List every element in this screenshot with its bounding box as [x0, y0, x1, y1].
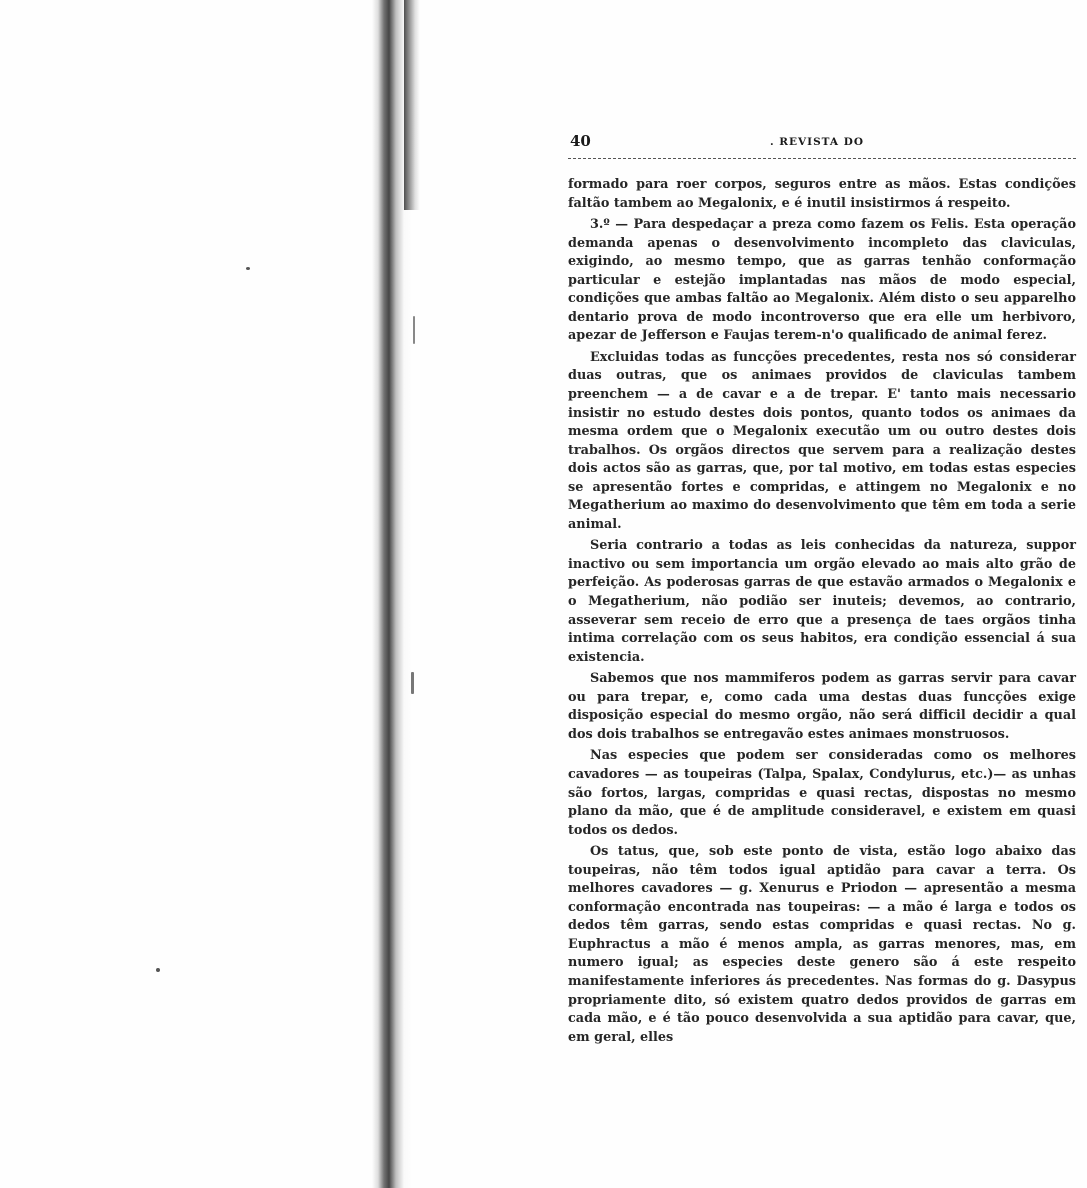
body-text	[568, 176, 1076, 1047]
paragraph: Seria contrario a todas as leis conhecidas da natureza, suppor inactivo ou sem importancia um orgão elevado ao mais alto grão de perfeição. As poderosas garras de que estavão armados o Megalonix e o Megatherium, não podião ser inuteis; devemos, ao contrario, asseverar sem receio de erro que a presença de taes orgãos tinha intima correlação com os seus habitos, era condição essencial á sua existencia.	[568, 538, 1076, 665]
paragraph: formado para roer corpos, seguros entre as mãos. Estas condições faltão tambem ao Megalonix, e é inutil insistirmos á respeito.	[568, 177, 1076, 211]
book-binding-shadow-top	[404, 0, 420, 210]
scan-speck	[156, 968, 160, 972]
paragraph: Os tatus, que, sob este ponto de vista, estão logo abaixo das toupeiras, não têm todos igual aptidão para cavar a terra. Os melhores cavadores — g. Xenurus e Priodon — apresentão a mesma conformação encontrada nas toupeiras: — a mão é larga e todos os dedos têm garras, sendo estas compridas e quasi rectas. No g. Euphractus a mão é menos ampla, as garras menores, mas, em numero igual; as especies deste genero são á este respeito manifestamente inferiores ás precedentes. Nas formas do g. Dasypus propriamente dito, só existem quatro dedos providos de garras em cada mão, e é tão pouco desenvolvida a sua aptidão para cavar, que, em geral, elles	[568, 844, 1076, 1045]
scan-speck	[246, 267, 250, 270]
book-page	[568, 128, 1076, 1047]
page-number: 40	[570, 132, 591, 150]
running-head	[568, 128, 1076, 159]
paragraph: 3.º — Para despedaçar a preza como fazem os Felis. Esta operação demanda apenas o desenvolvimento incompleto das claviculas, exigindo, ao mesmo tempo, que as garras tenhão conformação particular e estejão implantadas nas mãos de modo especial, condições que ambas faltão ao Megalonix. Além disto o seu apparelho dentario prova de modo incontroverso que era elle um herbivoro, apezar de Jefferson e Faujas terem-n'o qualificado de animal ferez.	[568, 217, 1076, 344]
paragraph: Excluidas todas as funcções precedentes, resta nos só considerar duas outras, que os animaes providos de claviculas tambem preenchem — a de cavar e a de trepar. E' tanto mais necessario insistir no estudo destes dois pontos, quanto todos os animaes da mesma ordem que o Megalonix executão um ou outro destes dois trabalhos. Os orgãos directos que servem para a realização destes dois actos são as garras, que, por tal motivo, em todas estas especies se apresentão fortes e compridas, e attingem no Megalonix e no Megatherium ao maximo do desenvolvimento que têm em toda a serie animal.	[568, 349, 1076, 532]
scan-speck	[411, 672, 414, 694]
scan-speck	[413, 316, 415, 344]
running-title: . REVISTA DO	[770, 136, 864, 148]
paragraph: Sabemos que nos mammiferos podem as garras servir para cavar ou para trepar, e, como cada uma destas duas funcções exige disposição especial do mesmo orgão, não será difficil decidir a qual dos dois trabalhos se entregavão estes animaes monstruosos.	[568, 671, 1076, 742]
paragraph: Nas especies que podem ser consideradas como os melhores cavadores — as toupeiras (Talpa, Spalax, Condylurus, etc.)— as unhas são fortos, largas, compridas e quasi rectas, dispostas no mesmo plano da mão, que é de amplitude consideravel, e existem em quasi todos os dedos.	[568, 748, 1076, 838]
